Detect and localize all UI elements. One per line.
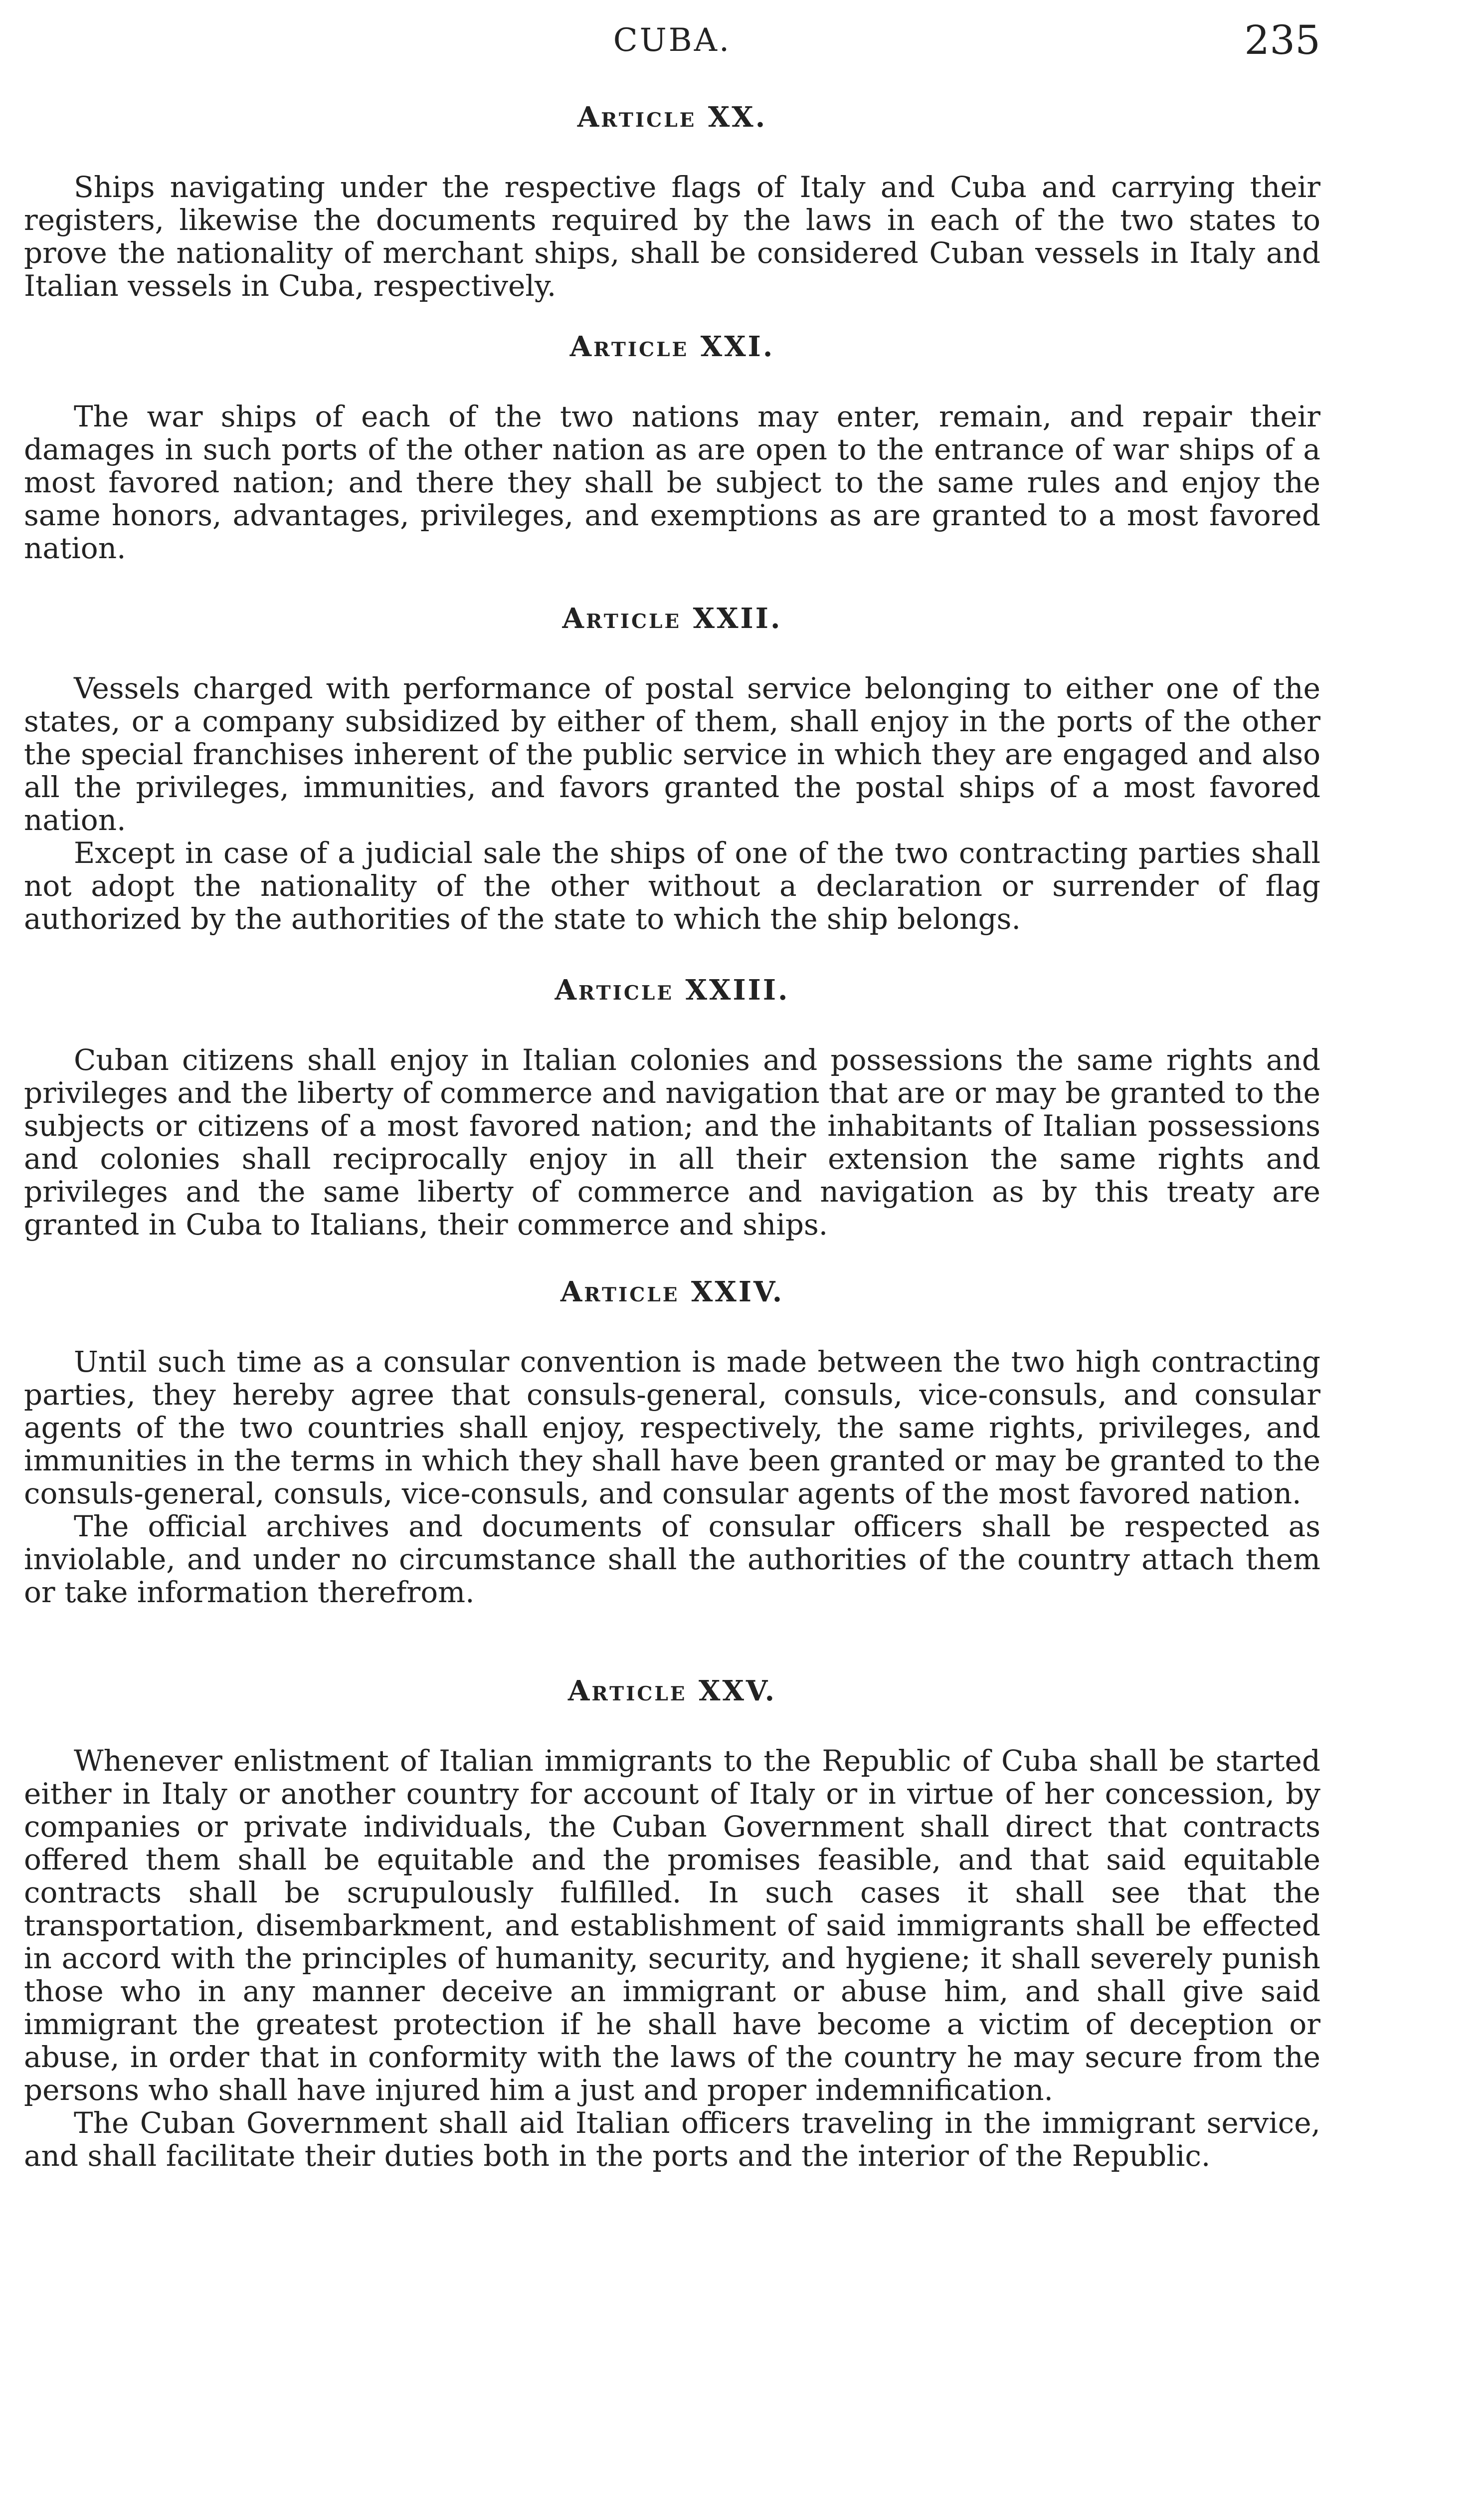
article-paragraph: Cuban citizens shall enjoy in Italian colonies and possessions the same rights and privileges and the liberty of commerce and navigation that are or may be granted to the subjects or citizens of a most favored nation; and the inhabitants of Italian possessions and colonies shall reciprocally enjoy in all their extension the same rights and privileges and the same liberty of commerce and navigation as by this treaty are granted in Cuba to Italians, their commerce and ships. <box>24 1043 1320 1242</box>
article-heading: Article XXIII. <box>555 974 790 1007</box>
article-paragraph: Vessels charged with performance of postal service belonging to either one of the states, or a company subsidized by either of them, shall enjoy in the ports of the other the special franchises inherent of the public service in which they are engaged and also all the privileges, immunities, and favors granted the postal ships of a most favored nation. <box>24 671 1320 837</box>
article-paragraph: Ships navigating under the respective flags of Italy and Cuba and carrying their registers, likewise the documents required by the laws in each of the two states to prove the nationality of merchant ships, shall be considered Cuban vessels in Italy and Italian vessels in Cuba, respectively. <box>24 170 1320 303</box>
document-page <box>24 0 1320 2494</box>
article-xxii <box>24 601 1320 935</box>
article-paragraph: The Cuban Government shall aid Italian officers traveling in the immigrant service, and shall facilitate their duties both in the ports and the interior of the Republic. <box>24 2106 1320 2173</box>
article-paragraph: Except in case of a judicial sale the ships of one of the two contracting parties shall not adopt the nationality of the other without a declaration or surrender of flag authorized by the authorities of the state to which the ship belongs. <box>24 836 1320 936</box>
running-head <box>24 18 1320 63</box>
article-xxiii <box>24 973 1320 1241</box>
article-xxi <box>24 329 1320 565</box>
article-paragraph: Until such time as a consular convention is made between the two high contracting parties, they hereby agree that consuls-general, consuls, vice-consuls, and consular agents of the two countries shall enjoy, respectively, the same rights, privileges, and immunities in the terms in which they shall have been granted or may be granted to the consuls-general, consuls, vice-consuls, and consular agents of the most favored nation. <box>24 1345 1320 1510</box>
running-title: CUBA. <box>613 22 732 59</box>
article-xxv <box>24 1673 1320 2172</box>
page-number: 235 <box>1244 17 1320 63</box>
article-heading: Article XXV. <box>567 1674 777 1707</box>
article-heading: Article XXIV. <box>560 1275 784 1308</box>
article-xxiv <box>24 1274 1320 1609</box>
article-heading: Article XX. <box>577 101 767 134</box>
article-xx <box>24 100 1320 302</box>
article-paragraph: Whenever enlistment of Italian immigrants to the Republic of Cuba shall be started either in Italy or another country for account of Italy or in virtue of her concession, by companies or private individuals, the Cuban Government shall direct that contracts offered them shall be equitable and the promises feasible, and that said equitable contracts shall be scrupulously fulfilled. In such cases it shall see that the transportation, disembarkment, and establishment of said immigrants shall be effected in accord with the principles of humanity, security, and hygiene; it shall severely punish those who in any manner deceive an immigrant or abuse him, and shall give said immigrant the greatest protection if he shall have become a victim of deception or abuse, in order that in conformity with the laws of the country he may secure from the persons who shall have injured him a just and proper indemnification. <box>24 1744 1320 2107</box>
article-paragraph: The official archives and documents of consular officers shall be respected as inviolable, and under no circumstance shall the authorities of the country attach them or take information therefrom. <box>24 1509 1320 1609</box>
article-paragraph: The war ships of each of the two nations may enter, remain, and repair their damages in such ports of the other nation as are open to the entrance of war ships of a most favored nation; and there they shall be subject to the same rules and enjoy the same honors, advantages, privileges, and exemptions as are granted to a most favored nation. <box>24 400 1320 565</box>
article-heading: Article XXII. <box>562 602 782 635</box>
article-heading: Article XXI. <box>569 330 775 363</box>
